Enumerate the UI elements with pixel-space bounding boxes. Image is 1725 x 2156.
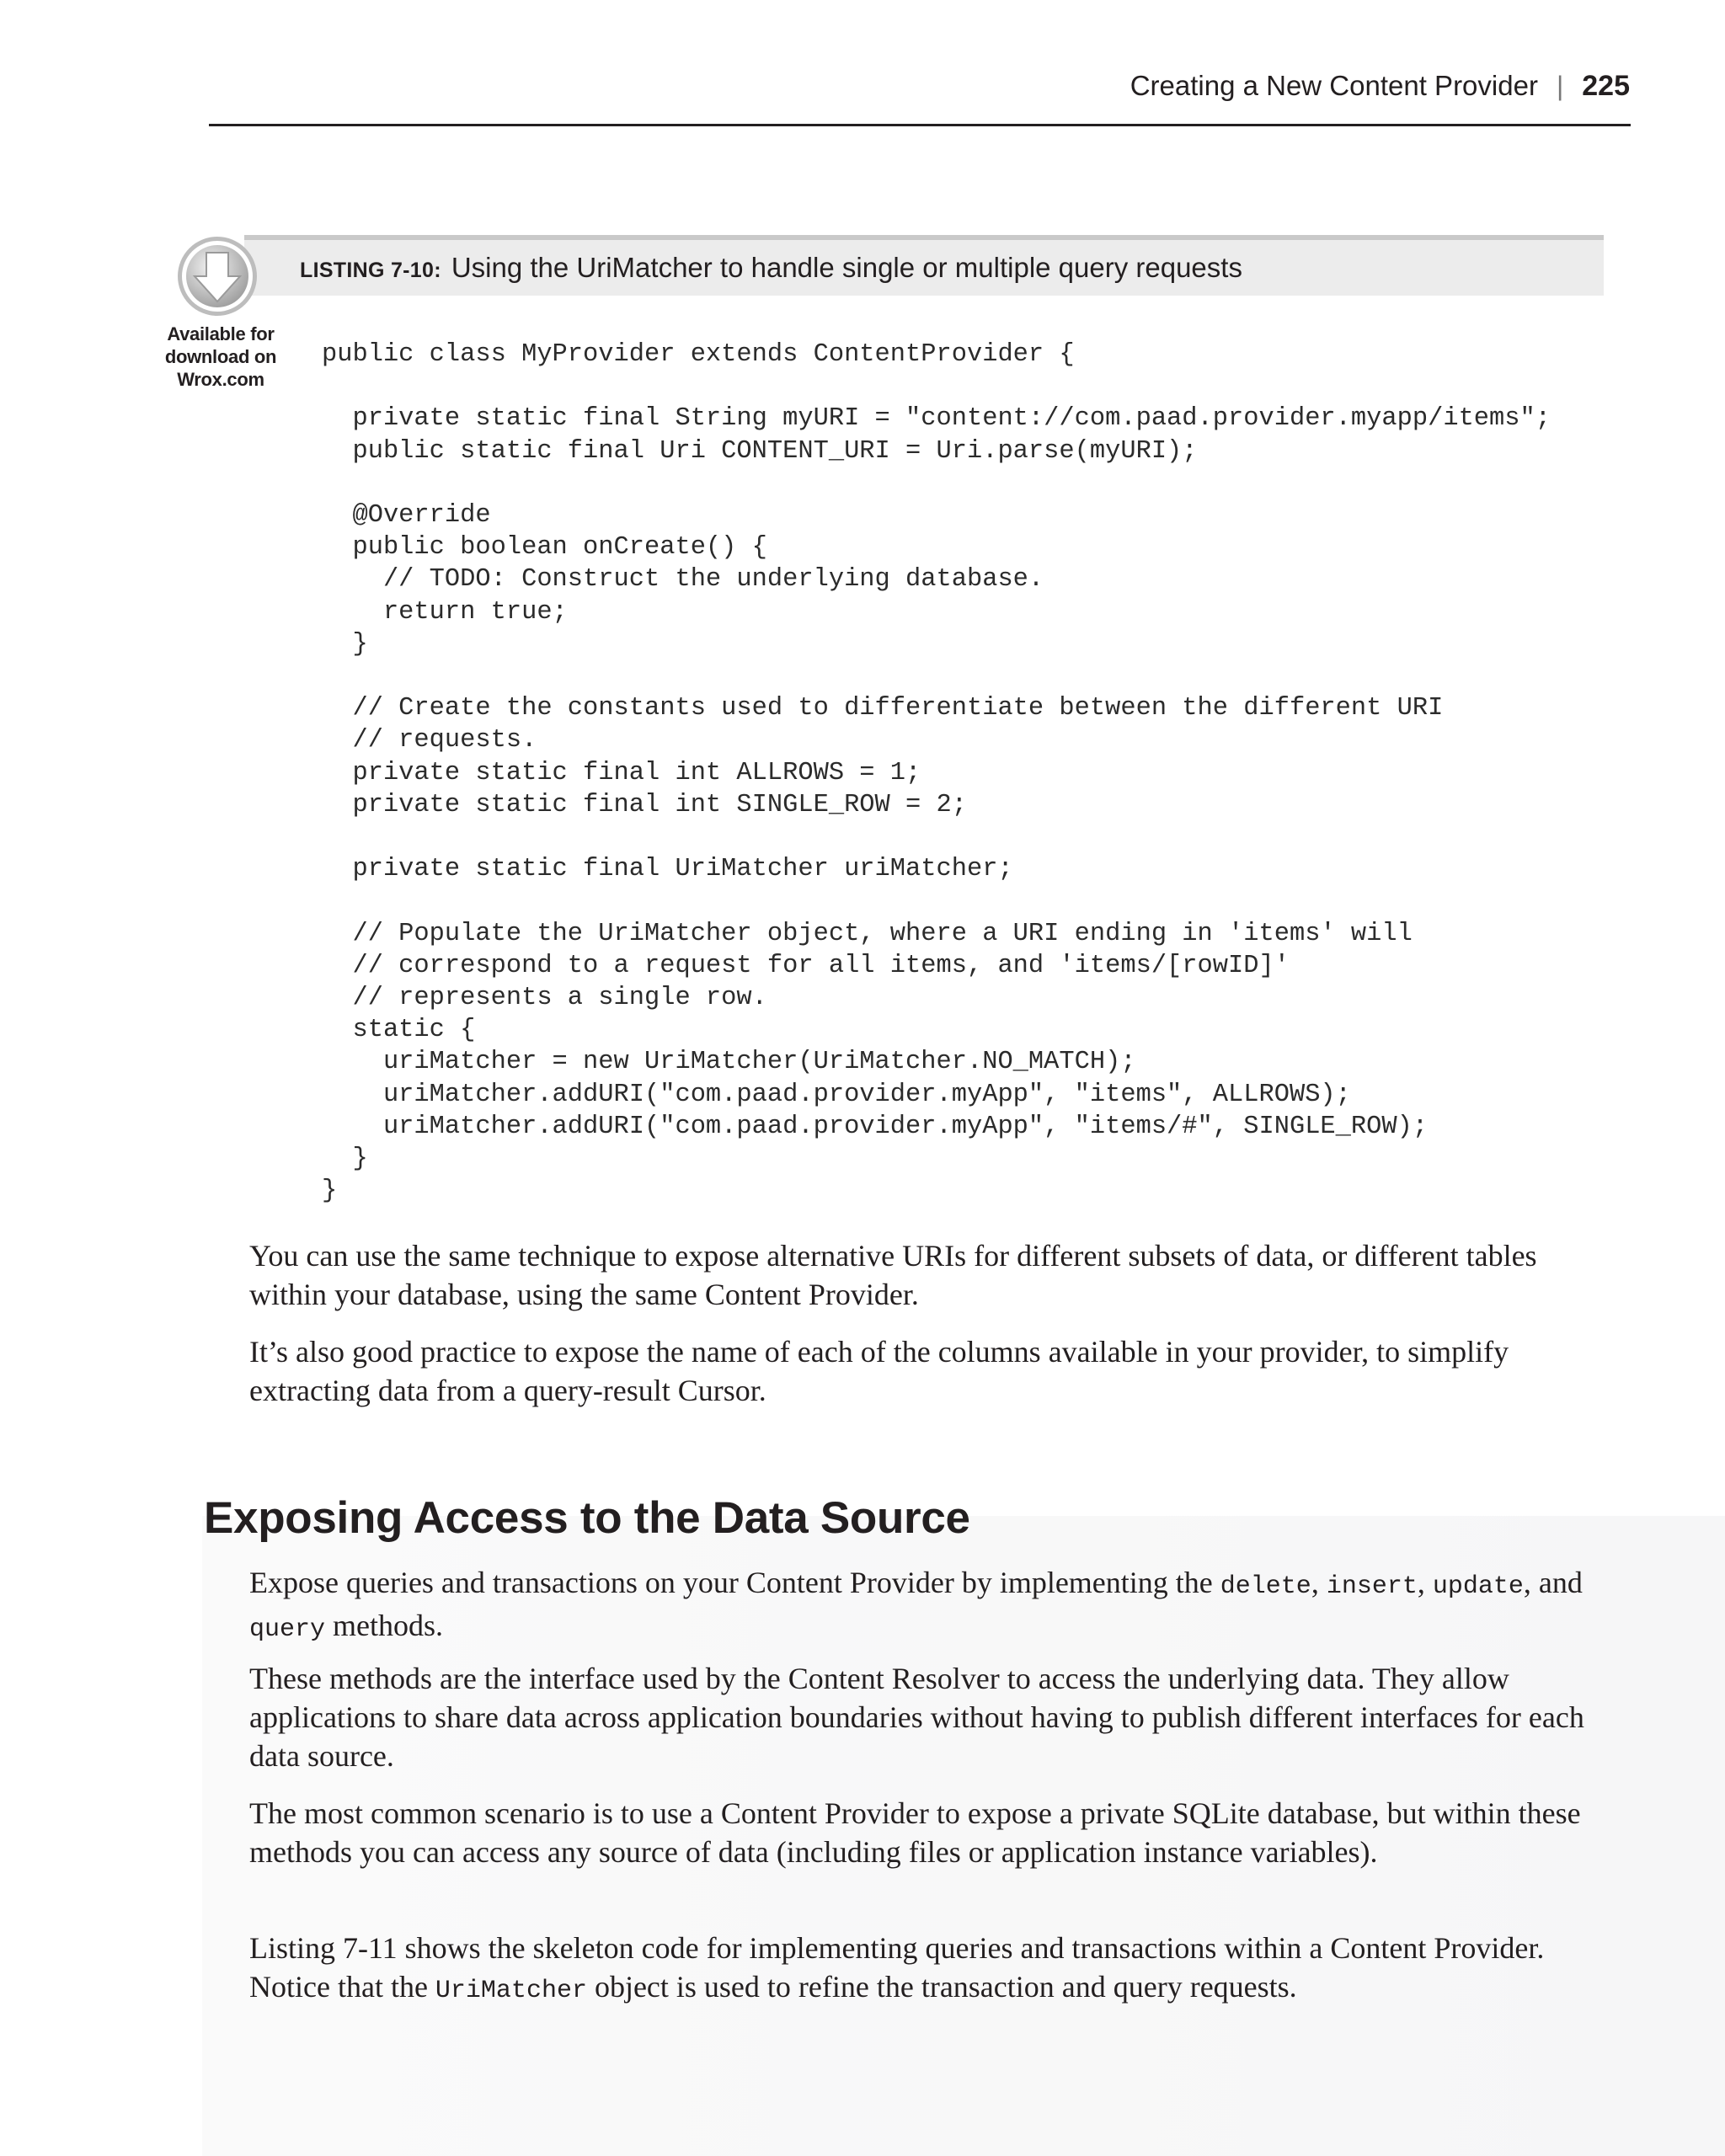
text-run: , xyxy=(1311,1566,1327,1599)
section-heading: Exposing Access to the Data Source xyxy=(204,1493,970,1543)
code-line: private static final UriMatcher uriMatcher; xyxy=(322,855,1013,884)
listing-title-text: Using the UriMatcher to handle single or multiple query requests xyxy=(451,252,1242,283)
paragraph-listing-reference xyxy=(249,1929,1605,2010)
download-caption-line: Available for xyxy=(167,323,275,344)
running-head xyxy=(1130,66,1630,106)
paragraph-expose-queries xyxy=(249,1563,1605,1649)
code-line xyxy=(322,371,1551,403)
inline-code: UriMatcher xyxy=(435,1977,587,2005)
code-line: // represents a single row. xyxy=(322,984,767,1013)
code-line: } xyxy=(322,1177,338,1206)
code-line: public class MyProvider extends ContentProvider { xyxy=(322,340,1075,369)
listing-title-bar xyxy=(244,235,1604,296)
paragraph-column-names: It’s also good practice to expose the name of each of the columns available in your provider, to simplify extracting data from a query-result Cursor. xyxy=(249,1335,1509,1407)
code-line: // Populate the UriMatcher object, where a URI ending in 'items' will xyxy=(322,919,1413,948)
code-line xyxy=(322,821,1551,853)
code-line xyxy=(322,660,1551,692)
code-line: } xyxy=(322,629,368,659)
code-line xyxy=(322,885,1551,917)
download-caption-line: download on xyxy=(164,346,277,367)
page-number: 225 xyxy=(1582,69,1630,102)
code-line: public boolean onCreate() { xyxy=(322,533,767,563)
listing-title xyxy=(300,252,1242,284)
code-listing xyxy=(322,339,1551,1207)
code-line: @Override xyxy=(322,501,491,531)
text-run: , and xyxy=(1523,1566,1583,1599)
text-run: object is used to refine the transaction and query requests. xyxy=(586,1970,1297,2004)
download-caption xyxy=(157,323,285,391)
code-line: // Create the constants used to differentiate between the different URI xyxy=(322,694,1444,723)
code-line: public static final Uri CONTENT_URI = Uri.parse(myURI); xyxy=(322,436,1198,466)
code-line: private static final int SINGLE_ROW = 2; xyxy=(322,790,967,819)
header-separator: | xyxy=(1556,70,1564,101)
code-line: private static final int ALLROWS = 1; xyxy=(322,758,921,787)
code-line: // correspond to a request for all items, and 'items/[rowID]' xyxy=(322,951,1290,980)
header-rule xyxy=(209,124,1631,126)
code-line: // TODO: Construct the underlying database. xyxy=(322,565,1044,595)
code-line: private static final String myURI = "content://com.paad.provider.myapp/items"; xyxy=(322,404,1551,434)
download-arrow-icon[interactable] xyxy=(175,234,259,318)
code-line xyxy=(322,467,1551,499)
text-run: Listing 7-11 shows the skeleton code for implementing queries and transactions within a Content Provider. Notice that the xyxy=(249,1931,1545,2004)
download-caption-line: Wrox.com xyxy=(177,369,264,390)
code-line: uriMatcher.addURI("com.paad.provider.myApp", "items/#", SINGLE_ROW); xyxy=(322,1112,1429,1141)
running-title: Creating a New Content Provider xyxy=(1130,70,1538,101)
text-run: , xyxy=(1417,1566,1433,1599)
inline-code: delete xyxy=(1220,1572,1311,1601)
paragraph-interface: These methods are the interface used by the Content Resolver to access the underlying data. They allow applications to share data across application boundaries without having to publish different interfaces for each data source. xyxy=(249,1662,1584,1773)
inline-code: insert xyxy=(1326,1572,1418,1601)
code-line: static { xyxy=(322,1016,476,1045)
code-line: uriMatcher = new UriMatcher(UriMatcher.NO_MATCH); xyxy=(322,1048,1136,1077)
text-run: Expose queries and transactions on your Content Provider by implementing the xyxy=(249,1566,1220,1599)
code-line: uriMatcher.addURI("com.paad.provider.myApp", "items", ALLROWS); xyxy=(322,1080,1351,1109)
code-line: // requests. xyxy=(322,726,537,755)
text-run: methods. xyxy=(325,1609,444,1642)
inline-code: update xyxy=(1432,1572,1524,1601)
code-line: return true; xyxy=(322,597,568,627)
paragraph-common-scenario: The most common scenario is to use a Content Provider to expose a private SQLite database, but within these methods you can access any source of data (including files or application instance variables). xyxy=(249,1796,1581,1869)
listing-label: LISTING 7-10: xyxy=(300,259,441,282)
code-line: } xyxy=(322,1145,368,1174)
paragraph-alternative-uris: You can use the same technique to expose alternative URIs for different subsets of data, or different tables within your database, using the same Content Provider. xyxy=(249,1239,1537,1311)
inline-code: query xyxy=(249,1615,326,1644)
